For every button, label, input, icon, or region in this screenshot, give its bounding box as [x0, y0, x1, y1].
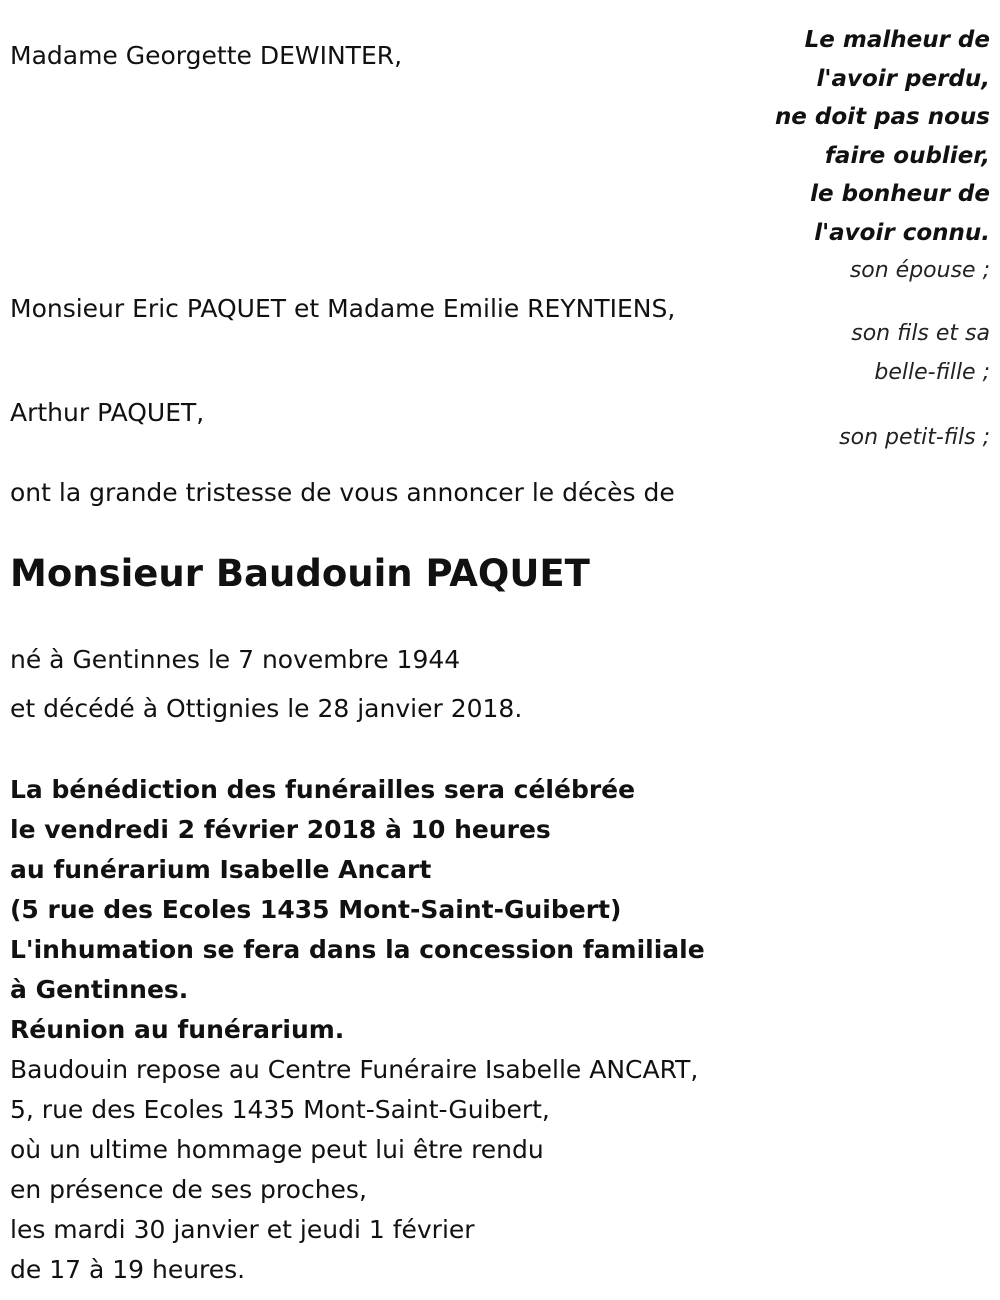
funeral-line: à Gentinnes.	[10, 975, 189, 1004]
visitation-line: où un ultime hommage peut lui être rendu	[10, 1135, 544, 1164]
visitation-line: 5, rue des Ecoles 1435 Mont-Saint-Guibert,	[10, 1095, 550, 1124]
quote-line: le bonheur de	[810, 181, 990, 208]
quote-line: Le malheur de	[804, 27, 990, 53]
grandson-name: Arthur PAQUET,	[10, 398, 205, 427]
death-info: et décédé à Ottignies le 28 janvier 2018.	[10, 694, 523, 723]
visitation-line: les mardi 30 janvier et jeudi 1 février	[10, 1215, 475, 1244]
grandson-relation: son petit-fils ;	[839, 425, 990, 450]
quote-line: faire oublier,	[824, 142, 990, 169]
memorial-quote	[730, 21, 990, 253]
announcement-text: ont la grande tristesse de vous annoncer le décès de	[10, 478, 675, 507]
visitation-line: Baudouin repose au Centre Funéraire Isabelle ANCART,	[10, 1055, 699, 1084]
quote-line: ne doit pas nous	[774, 104, 990, 131]
funeral-line: le vendredi 2 février 2018 à 10 heures	[10, 815, 551, 844]
spouse-name: Madame Georgette DEWINTER,	[10, 41, 403, 70]
son-relation-line2: belle-fille ;	[874, 360, 990, 385]
visitation-line: en présence de ses proches,	[10, 1175, 367, 1204]
funeral-line: La bénédiction des funérailles sera célébrée	[10, 775, 636, 804]
funeral-line: L'inhumation se fera dans la concession familiale	[10, 935, 705, 964]
spouse-relation: son épouse ;	[849, 258, 990, 283]
son-name: Monsieur Eric PAQUET et Madame Emilie REYNTIENS,	[10, 294, 676, 323]
funeral-details	[10, 770, 705, 1290]
funeral-line: (5 rue des Ecoles 1435 Mont-Saint-Guibert)	[10, 895, 622, 924]
visitation-line: de 17 à 19 heures.	[10, 1255, 246, 1284]
quote-line: l'avoir connu.	[814, 219, 990, 246]
funeral-line: Réunion au funérarium.	[10, 1015, 345, 1044]
quote-line: l'avoir perdu,	[816, 65, 990, 92]
son-relation-line1: son fils et sa	[851, 321, 990, 346]
deceased-name: Monsieur Baudouin PAQUET	[10, 552, 590, 595]
birth-info: né à Gentinnes le 7 novembre 1944	[10, 645, 461, 674]
funeral-line: au funérarium Isabelle Ancart	[10, 855, 432, 884]
